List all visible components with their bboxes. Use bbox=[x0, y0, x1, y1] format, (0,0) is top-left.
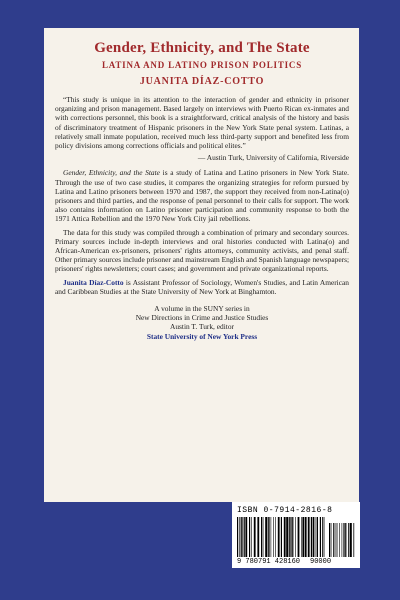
barcode-bar bbox=[320, 517, 321, 557]
barcode-bar bbox=[239, 517, 240, 557]
barcode-bar bbox=[273, 517, 274, 557]
barcode-bar bbox=[237, 517, 238, 557]
ean-number: 9 780791 428160 bbox=[237, 558, 301, 566]
barcode-bars bbox=[237, 517, 355, 557]
barcode-bar bbox=[317, 517, 318, 557]
barcode-bar bbox=[337, 523, 338, 557]
barcode-bar bbox=[336, 523, 337, 557]
barcode-bar bbox=[343, 523, 344, 557]
barcode-bar bbox=[313, 517, 315, 557]
barcode-bar bbox=[348, 523, 349, 557]
barcode-bar bbox=[333, 523, 334, 557]
barcode-bar bbox=[292, 517, 293, 557]
barcode-bar bbox=[329, 523, 330, 557]
barcode-bar bbox=[251, 517, 252, 557]
barcode-bar bbox=[305, 517, 307, 557]
bio-text: is Assistant Professor of Sociology, Women's Studies, and Latin American and Caribbean Studies at the State University of New York at Binghamton. bbox=[55, 277, 349, 296]
description-paragraph-1 bbox=[55, 168, 349, 223]
barcode-bar bbox=[257, 517, 259, 557]
back-cover-panel bbox=[44, 28, 359, 502]
description-book-title: Gender, Ethnicity, and the State bbox=[63, 168, 160, 178]
publisher-name: State University of New York Press bbox=[146, 331, 258, 341]
series-line-2: New Directions in Crime and Justice Studies bbox=[135, 313, 269, 323]
barcode-bar bbox=[278, 517, 280, 557]
barcode-bar bbox=[322, 517, 323, 557]
ean-barcode bbox=[237, 517, 325, 557]
barcode-bar bbox=[244, 517, 245, 557]
bio-author-name: Juanita Díaz-Cotto bbox=[63, 277, 124, 287]
barcode-bar bbox=[281, 517, 282, 557]
barcode-label bbox=[232, 502, 360, 568]
blurb-quote: “This study is unique in its attention to the interaction of gender and ethnicity in prisoner organizing and prison management. Based largely on interviews with Puerto Rican ex-inmates and with corrections personnel, this book is a straightforward, critical analysis of the history and basis of discriminatory treatment of Hispanic prisoners in the New York State penal system. Latinas, a relatively small inmate population, received much less third-party support and benefited less from policy divisions among corrections officials and political elites.” bbox=[55, 95, 349, 151]
barcode-numbers bbox=[237, 558, 355, 566]
barcode-bar bbox=[254, 517, 256, 557]
barcode-bar bbox=[263, 517, 264, 557]
barcode-bar bbox=[289, 517, 290, 557]
description-text-1: is a study of Latina and Latino prisoners in New York State. Through the use of two case studies, it compares the organizing strategies for reform pursued by Latina and Latino prisoners between 1970 and 1987, the support they received from non-Latina(o) prisoners and third parties, and the response of penal personnel to their calls for support. The work also contains information on Latino prisoner participation and community response to both the 1971 Attica Rebellion and the 1970 New York City jail rebellions. bbox=[55, 168, 349, 224]
barcode-bar bbox=[268, 517, 269, 557]
barcode-bar bbox=[295, 517, 296, 557]
barcode-bar bbox=[271, 517, 272, 557]
barcode-bar bbox=[339, 523, 340, 557]
barcode-bar bbox=[265, 517, 267, 557]
barcode-bar bbox=[298, 517, 300, 557]
barcode-bar bbox=[275, 517, 276, 557]
barcode-bar bbox=[286, 517, 288, 557]
series-line-1: A volume in the SUNY series in bbox=[154, 304, 250, 314]
barcode-bar bbox=[345, 523, 346, 557]
book-title: Gender, Ethnicity, and The State bbox=[94, 40, 310, 56]
quote-attribution: — Austin Turk, University of California, Riverside bbox=[197, 153, 349, 163]
barcode-bar bbox=[284, 517, 286, 557]
barcode-bar bbox=[353, 523, 354, 557]
barcode-bar bbox=[290, 517, 291, 557]
barcode-bar bbox=[302, 517, 304, 557]
barcode-bar bbox=[350, 523, 352, 557]
isbn-text: ISBN 0-7914-2816-8 bbox=[237, 506, 333, 515]
barcode-bar bbox=[241, 517, 242, 557]
addon-number: 90000 bbox=[310, 558, 332, 566]
barcode-bar bbox=[316, 517, 317, 557]
barcode-bar bbox=[301, 517, 302, 557]
barcode-bar bbox=[242, 517, 243, 557]
barcode-bar bbox=[245, 517, 247, 557]
barcode-bar bbox=[249, 517, 250, 557]
description-paragraph-2: The data for this study was compiled through a combination of primary and secondary sources. Primary sources include in-depth interviews and oral histories conducted with Latina(o) and African-American ex-prisoners, prisoners' rights attorneys, community activists, and penal staff. Other primary sources include prisoner and mainstream English and Spanish language newspapers; prisoners' rights newsletters; court cases; and government and private organizational reports. bbox=[55, 227, 349, 274]
series-editor: Austin T. Turk, editor bbox=[170, 322, 234, 332]
series-info bbox=[55, 304, 349, 341]
author-bio bbox=[55, 278, 349, 296]
book-subtitle: LATINA AND LATINO PRISON POLITICS bbox=[101, 60, 303, 70]
barcode-bar bbox=[308, 517, 310, 557]
barcode-bar bbox=[261, 517, 262, 557]
barcode-bar bbox=[342, 523, 343, 557]
book-author: JUANITA DÍAZ-COTTO bbox=[139, 76, 265, 87]
barcode-bar bbox=[331, 523, 332, 557]
barcode-bar bbox=[269, 517, 270, 557]
price-addon-barcode bbox=[329, 523, 355, 557]
barcode-bar bbox=[311, 517, 312, 557]
